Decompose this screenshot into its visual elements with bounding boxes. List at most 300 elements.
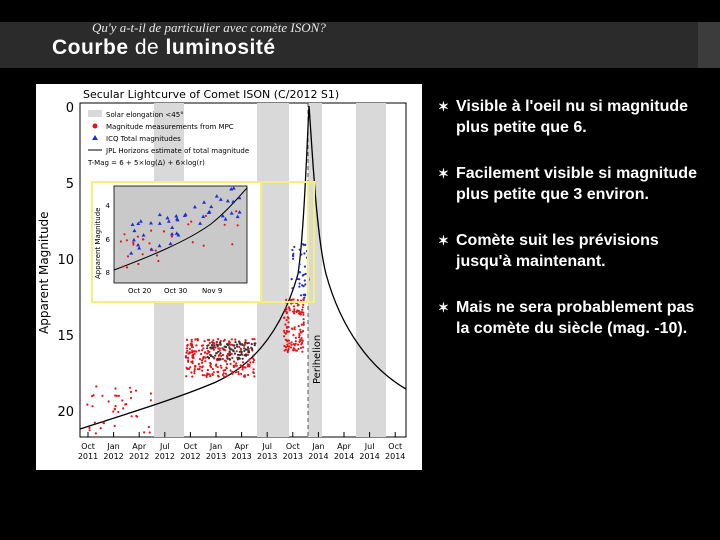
mpc-point — [286, 319, 288, 321]
mpc-point — [186, 350, 188, 352]
x-tick-month: Jan — [312, 442, 325, 451]
mpc-point — [102, 421, 104, 423]
x-tick-year: 2012 — [154, 452, 175, 461]
mpc-point — [242, 344, 244, 346]
mpc-point — [207, 373, 209, 375]
x-tick-month: Jul — [262, 442, 273, 451]
mpc-point — [295, 343, 297, 345]
mpc-point — [214, 346, 216, 348]
mpc-point — [191, 376, 193, 378]
mpc-point — [193, 370, 195, 372]
x-tick-year: 2012 — [180, 452, 201, 461]
icq-point — [291, 278, 293, 280]
x-tick-year: 2013 — [257, 452, 278, 461]
inset-mpc-point — [122, 266, 124, 268]
mpc-point — [295, 337, 297, 339]
mpc-point — [298, 336, 300, 338]
mpc-point — [201, 370, 203, 372]
inset-mpc-point — [148, 242, 150, 244]
icq-point — [299, 263, 301, 265]
mpc-point — [240, 343, 242, 345]
mpc-point — [91, 405, 93, 407]
mpc-point — [223, 348, 225, 350]
x-tick-month: Oct — [388, 442, 403, 451]
mpc-point — [220, 367, 222, 369]
mpc-point — [245, 339, 247, 341]
inset-mpc-point — [132, 243, 134, 245]
mpc-point — [215, 352, 217, 354]
mpc-point — [253, 338, 255, 340]
mpc-point — [293, 298, 295, 300]
mpc-point — [303, 324, 305, 326]
mpc-point — [287, 349, 289, 351]
slide-subtitle: Qu'y a-t-il de particulier avec comète ISON? — [92, 20, 326, 35]
mpc-point — [207, 369, 209, 371]
mpc-point — [284, 324, 286, 326]
mpc-point — [297, 299, 299, 301]
mpc-point — [219, 342, 221, 344]
mpc-point — [283, 317, 285, 319]
title-word-luminosite: luminosité — [165, 36, 276, 59]
mpc-point — [293, 308, 295, 310]
mpc-point — [202, 347, 204, 349]
inset-mpc-point — [171, 236, 173, 238]
mpc-point — [101, 395, 103, 397]
mpc-point — [240, 373, 242, 375]
mpc-point — [230, 363, 232, 365]
y-axis-label: Apparent Magnitude — [37, 211, 51, 334]
mpc-point — [129, 387, 131, 389]
mpc-point — [231, 371, 233, 373]
mpc-point — [95, 385, 97, 387]
mpc-point — [284, 349, 286, 351]
star-bullet-icon: ✶ — [438, 300, 449, 315]
x-tick-year: 2014 — [359, 452, 380, 461]
mpc-point — [236, 346, 238, 348]
mpc-point — [112, 410, 114, 412]
mpc-point — [290, 344, 292, 346]
inset-mpc-point — [192, 241, 194, 243]
top-band — [0, 0, 720, 22]
mpc-point — [202, 344, 204, 346]
mpc-point — [294, 328, 296, 330]
mpc-point — [217, 351, 219, 353]
legend-swatch-mpc — [93, 124, 98, 129]
mpc-point — [302, 312, 304, 314]
mpc-point — [218, 376, 220, 378]
mpc-point — [229, 359, 231, 361]
inset-y-axis-label: Apparent Magnitude — [94, 207, 102, 279]
mpc-point — [212, 346, 214, 348]
inset-mpc-point — [123, 233, 125, 235]
x-tick-month: Oct — [183, 442, 198, 451]
icq-point — [303, 252, 305, 254]
mpc-point — [210, 363, 212, 365]
legend-mpc: Magnitude measurements from MPC — [106, 123, 234, 131]
mpc-point — [243, 366, 245, 368]
star-bullet-icon: ✶ — [438, 166, 449, 181]
legend-formula: T-Mag = 6 + 5×log(Δ) + 6×log(r) — [88, 159, 205, 167]
icq-point — [303, 297, 305, 299]
mpc-point — [89, 429, 91, 431]
mpc-point — [225, 373, 227, 375]
mpc-point — [199, 366, 201, 368]
mpc-point — [189, 351, 191, 353]
mpc-point — [131, 415, 133, 417]
mpc-point — [116, 395, 118, 397]
mpc-point — [229, 348, 231, 350]
mpc-point — [301, 309, 303, 311]
mpc-point — [253, 372, 255, 374]
mpc-point — [197, 338, 199, 340]
inset-mpc-point — [235, 210, 237, 212]
mpc-point — [229, 354, 231, 356]
mpc-point — [125, 403, 127, 405]
mpc-point — [286, 311, 288, 313]
mpc-point — [206, 347, 208, 349]
mpc-point — [226, 358, 228, 360]
icq-point — [299, 249, 301, 251]
mpc-point — [301, 337, 303, 339]
mpc-point — [118, 395, 120, 397]
mpc-point — [235, 362, 237, 364]
mpc-point — [135, 415, 137, 417]
icq-point — [300, 294, 302, 296]
mpc-point — [217, 366, 219, 368]
mpc-point — [303, 299, 305, 301]
mpc-point — [303, 318, 305, 320]
x-tick-year: 2011 — [77, 452, 99, 461]
icq-point — [300, 253, 302, 255]
mpc-point — [292, 349, 294, 351]
mpc-point — [195, 344, 197, 346]
mpc-point — [100, 427, 102, 429]
bullet-item — [438, 297, 708, 339]
inset-mpc-point — [224, 224, 226, 226]
y-tick-label: 15 — [57, 329, 74, 344]
mpc-point — [226, 363, 228, 365]
mpc-point — [240, 364, 242, 366]
mpc-point — [294, 349, 296, 351]
mpc-point — [239, 358, 241, 360]
icq-point — [304, 266, 306, 268]
x-tick-month: Apr — [132, 442, 147, 451]
mpc-point — [150, 399, 152, 401]
star-bullet-icon: ✶ — [438, 233, 449, 248]
perihelion-label: Perihelion — [312, 334, 323, 384]
x-tick-month: Jan — [107, 442, 120, 451]
mpc-point — [253, 368, 255, 370]
inset-x-tick-label: Nov 9 — [202, 287, 223, 295]
x-tick-year: 2014 — [308, 452, 329, 461]
mpc-point — [108, 400, 110, 402]
mpc-point — [240, 349, 242, 351]
mpc-point — [249, 358, 251, 360]
icq-point — [291, 249, 293, 251]
mpc-point — [217, 348, 219, 350]
elongation-band — [356, 103, 386, 437]
mpc-point — [242, 361, 244, 363]
mpc-point — [202, 365, 204, 367]
inset-mpc-point — [237, 224, 239, 226]
mpc-point — [86, 404, 88, 406]
mpc-point — [296, 310, 298, 312]
mpc-point — [186, 339, 188, 341]
mpc-point — [295, 340, 297, 342]
mpc-point — [298, 325, 300, 327]
mpc-point — [216, 341, 218, 343]
mpc-point — [249, 361, 251, 363]
mpc-point — [286, 331, 288, 333]
mpc-point — [186, 347, 188, 349]
mpc-point — [186, 345, 188, 347]
mpc-point — [287, 345, 289, 347]
mpc-point — [213, 344, 215, 346]
mpc-point — [292, 334, 294, 336]
icq-point — [291, 287, 293, 289]
inset-mpc-point — [190, 221, 192, 223]
inset-mpc-point — [127, 255, 129, 257]
x-tick-month: Oct — [285, 442, 300, 451]
mpc-point — [234, 341, 236, 343]
inset-mpc-point — [157, 260, 159, 262]
mpc-point — [252, 355, 254, 357]
mpc-point — [185, 352, 187, 354]
inset-mpc-point — [163, 230, 165, 232]
y-tick-label: 10 — [57, 253, 74, 268]
mpc-point — [219, 359, 221, 361]
mpc-point — [217, 338, 219, 340]
mpc-point — [114, 387, 116, 389]
mpc-point — [291, 328, 293, 330]
mpc-point — [199, 358, 201, 360]
mpc-point — [150, 392, 152, 394]
inset-mpc-point — [126, 239, 128, 241]
mpc-point — [117, 411, 119, 413]
mpc-point — [199, 368, 201, 370]
icq-point — [304, 294, 306, 296]
mpc-point — [297, 348, 299, 350]
mpc-point — [210, 347, 212, 349]
mpc-point — [299, 329, 301, 331]
mpc-point — [244, 374, 246, 376]
mpc-point — [198, 350, 200, 352]
mpc-point — [302, 330, 304, 332]
mpc-point — [216, 358, 218, 360]
inset-mpc-point — [155, 250, 157, 252]
icq-point — [302, 274, 304, 276]
mpc-point — [236, 365, 238, 367]
mpc-point — [229, 369, 231, 371]
mpc-point — [211, 341, 213, 343]
mpc-point — [300, 313, 302, 315]
mpc-point — [88, 427, 90, 429]
mpc-point — [231, 373, 233, 375]
inset-mpc-point — [126, 266, 128, 268]
x-tick-year: 2013 — [282, 452, 303, 461]
x-tick-year: 2012 — [129, 452, 150, 461]
mpc-point — [227, 344, 229, 346]
inset-y-tick-label: 6 — [105, 236, 110, 244]
mpc-point — [229, 344, 231, 346]
mpc-point — [243, 350, 245, 352]
mpc-point — [223, 340, 225, 342]
mpc-point — [194, 338, 196, 340]
mpc-point — [219, 352, 221, 354]
mpc-point — [190, 371, 192, 373]
mpc-point — [237, 368, 239, 370]
mpc-point — [234, 353, 236, 355]
mpc-point — [200, 353, 202, 355]
mpc-point — [252, 361, 254, 363]
mpc-point — [298, 304, 300, 306]
inset-mpc-point — [205, 215, 207, 217]
mpc-point — [244, 354, 246, 356]
mpc-point — [226, 375, 228, 377]
mpc-point — [239, 354, 241, 356]
mpc-point — [206, 345, 208, 347]
icq-point — [301, 284, 303, 286]
mpc-point — [287, 316, 289, 318]
icq-point — [304, 283, 306, 285]
mpc-point — [237, 354, 239, 356]
title-bar-stripe — [698, 22, 720, 68]
icq-point — [304, 273, 306, 275]
mpc-point — [202, 356, 204, 358]
mpc-point — [251, 338, 253, 340]
inset-mpc-point — [150, 230, 152, 232]
y-tick-label: 0 — [65, 101, 74, 116]
icq-point — [292, 255, 294, 257]
mpc-point — [223, 376, 225, 378]
inset-mpc-point — [156, 254, 158, 256]
x-tick-year: 2013 — [231, 452, 252, 461]
mpc-point — [202, 374, 204, 376]
mpc-point — [283, 330, 285, 332]
mpc-point — [206, 353, 208, 355]
mpc-point — [237, 358, 239, 360]
mpc-point — [288, 342, 290, 344]
mpc-point — [121, 399, 123, 401]
mpc-point — [114, 408, 116, 410]
inset-y-tick-label: 8 — [105, 269, 110, 277]
mpc-point — [192, 346, 194, 348]
x-tick-year: 2014 — [385, 452, 406, 461]
mpc-point — [233, 344, 235, 346]
icq-point — [299, 271, 301, 273]
mpc-point — [213, 371, 215, 373]
mpc-point — [220, 355, 222, 357]
bullet-item — [438, 230, 708, 272]
icq-point — [293, 246, 295, 248]
mpc-point — [187, 359, 189, 361]
slide-title — [52, 36, 276, 60]
mpc-point — [204, 351, 206, 353]
mpc-point — [203, 340, 205, 342]
lightcurve-svg — [36, 84, 422, 470]
mpc-point — [298, 334, 300, 336]
mpc-point — [220, 365, 222, 367]
mpc-point — [189, 348, 191, 350]
mpc-point — [214, 355, 216, 357]
inset-mpc-point — [120, 240, 122, 242]
bullet-item — [438, 96, 708, 138]
icq-point — [304, 279, 306, 281]
mpc-point — [229, 351, 231, 353]
bullet-text: Mais ne sera probablement pas la comète du siècle (mag. -10). — [456, 299, 695, 337]
mpc-point — [185, 375, 187, 377]
lightcurve-figure — [36, 84, 422, 470]
mpc-point — [130, 397, 132, 399]
mpc-point — [251, 347, 253, 349]
mpc-point — [242, 368, 244, 370]
inset-mpc-point — [137, 263, 139, 265]
mpc-point — [228, 346, 230, 348]
mpc-point — [302, 340, 304, 342]
mpc-point — [130, 391, 132, 393]
mpc-point — [194, 368, 196, 370]
mpc-point — [225, 367, 227, 369]
legend-swatch-elongation — [88, 110, 102, 117]
x-tick-month: Apr — [337, 442, 351, 451]
mpc-point — [212, 368, 214, 370]
mpc-point — [290, 346, 292, 348]
mpc-point — [187, 357, 189, 359]
bullet-item — [438, 163, 708, 205]
y-tick-label: 20 — [57, 405, 74, 420]
mpc-point — [242, 358, 244, 360]
mpc-point — [302, 304, 304, 306]
x-tick-year: 2013 — [205, 452, 227, 461]
mpc-point — [224, 346, 226, 348]
mpc-point — [185, 355, 187, 357]
mpc-point — [298, 341, 300, 343]
mpc-point — [217, 371, 219, 373]
mpc-point — [247, 374, 249, 376]
mpc-point — [191, 357, 193, 359]
mpc-point — [246, 349, 248, 351]
mpc-point — [301, 351, 303, 353]
inset-mpc-point — [203, 245, 205, 247]
legend-jpl: JPL Horizons estimate of total magnitude — [106, 147, 250, 155]
mpc-point — [231, 338, 233, 340]
mpc-point — [218, 355, 220, 357]
mpc-point — [236, 344, 238, 346]
mpc-point — [253, 375, 255, 377]
title-word-de: de — [128, 36, 166, 59]
icq-point — [298, 286, 300, 288]
mpc-point — [204, 360, 206, 362]
mpc-point — [285, 339, 287, 341]
mpc-point — [194, 350, 196, 352]
mpc-point — [228, 340, 230, 342]
mpc-point — [302, 346, 304, 348]
mpc-point — [193, 372, 195, 374]
mpc-point — [234, 347, 236, 349]
mpc-point — [149, 431, 151, 433]
mpc-point — [204, 357, 206, 359]
mpc-point — [201, 349, 203, 351]
mpc-point — [190, 343, 192, 345]
inset-mpc-point — [137, 236, 139, 238]
icq-point — [303, 244, 305, 246]
mpc-point — [234, 339, 236, 341]
mpc-point — [233, 361, 235, 363]
mpc-point — [209, 342, 211, 344]
mpc-point — [301, 342, 303, 344]
mpc-point — [302, 314, 304, 316]
mpc-point — [225, 360, 227, 362]
